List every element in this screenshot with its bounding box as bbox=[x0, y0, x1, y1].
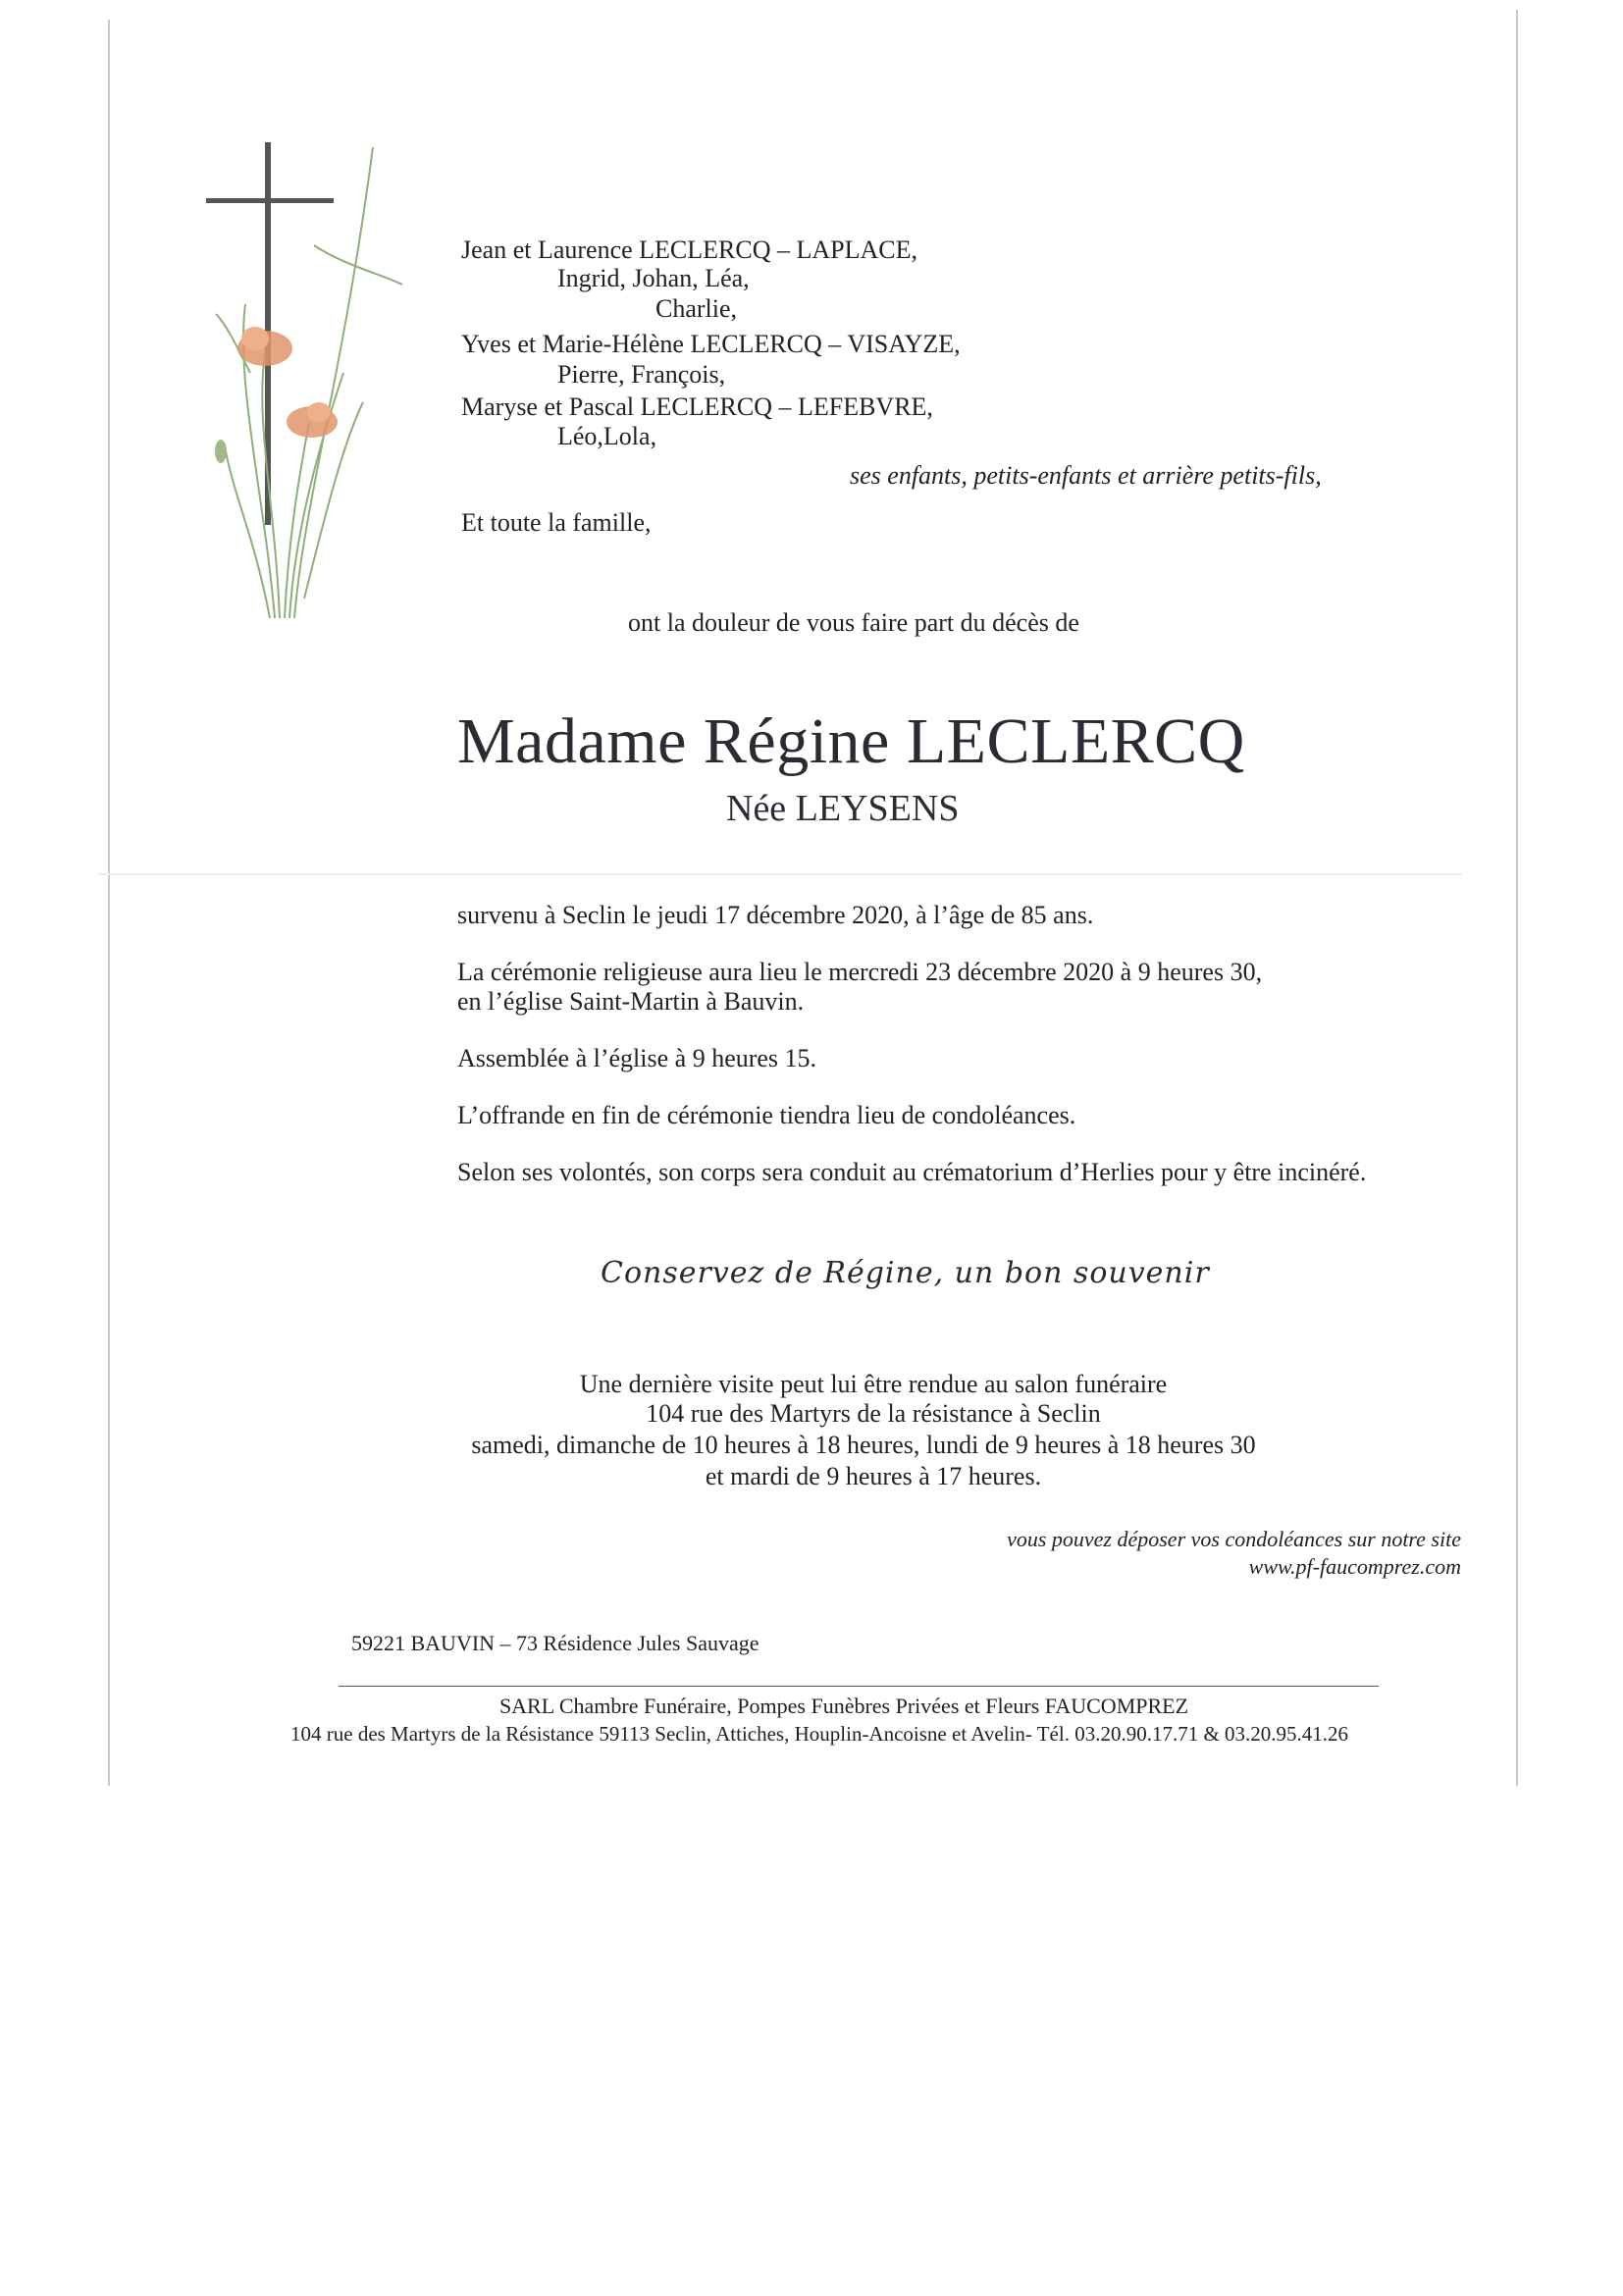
family-relation: ses enfants, petits-enfants et arrière petits-fils, bbox=[850, 461, 1322, 490]
ceremony-line-2: en l’église Saint-Martin à Bauvin. bbox=[457, 987, 805, 1016]
deceased-name: Madame Régine LECLERCQ bbox=[457, 705, 1245, 777]
offering-details: L’offrande en fin de cérémonie tiendra lieu de condoléances. bbox=[457, 1101, 1076, 1129]
family-line-3: Charlie, bbox=[655, 294, 738, 323]
funeral-website-link[interactable]: www.pf-faucomprez.com bbox=[1248, 1554, 1461, 1579]
left-page-edge bbox=[108, 20, 110, 1786]
announcement-text: ont la douleur de vous faire part du décès de bbox=[628, 608, 1079, 637]
family-line-5: Pierre, François, bbox=[557, 360, 726, 389]
family-address: 59221 BAUVIN – 73 Résidence Jules Sauvage bbox=[351, 1631, 759, 1655]
memory-message: Conservez de Régine, un bon souvenir bbox=[601, 1256, 1210, 1290]
poppy-flowers bbox=[215, 327, 338, 463]
family-line-2: Ingrid, Johan, Léa, bbox=[557, 264, 750, 292]
family-others: Et toute la famille, bbox=[461, 508, 652, 537]
online-condolences-text: vous pouvez déposer vos condoléances sur notre site bbox=[1007, 1527, 1461, 1551]
footer-company: SARL Chambre Funéraire, Pompes Funèbres Privées et Fleurs FAUCOMPREZ bbox=[498, 1694, 1189, 1718]
death-details: survenu à Seclin le jeudi 17 décembre 2020, à l’âge de 85 ans. bbox=[457, 901, 1094, 929]
visit-line-2: 104 rue des Martyrs de la résistance à Seclin bbox=[646, 1399, 1101, 1428]
assembly-details: Assemblée à l’église à 9 heures 15. bbox=[457, 1044, 817, 1072]
deceased-maiden-name: Née LEYSENS bbox=[726, 788, 960, 829]
family-line-7: Léo,Lola, bbox=[557, 422, 657, 450]
cremation-wishes: Selon ses volontés, son corps sera conduit au crématorium d’Herlies pour y être incinéré. bbox=[457, 1158, 1367, 1186]
visit-line-1: Une dernière visite peut lui être rendue au salon funéraire bbox=[579, 1370, 1168, 1398]
family-line-6: Maryse et Pascal LECLERCQ – LEFEBVRE, bbox=[461, 392, 933, 421]
ceremony-line-1: La cérémonie religieuse aura lieu le mercredi 23 décembre 2020 à 9 heures 30, bbox=[457, 958, 1263, 986]
footer-divider bbox=[339, 1686, 1379, 1687]
family-line-4: Yves et Marie-Hélène LECLERCQ – VISAYZE, bbox=[461, 330, 961, 358]
fold-line bbox=[98, 873, 1462, 875]
visit-line-3: samedi, dimanche de 10 heures à 18 heures, lundi de 9 heures à 18 heures 30 bbox=[471, 1431, 1256, 1459]
poppy-illustration bbox=[216, 147, 402, 618]
visit-line-4: et mardi de 9 heures à 17 heures. bbox=[705, 1462, 1042, 1490]
cross-poppy-illustration bbox=[196, 128, 412, 638]
family-line-1: Jean et Laurence LECLERCQ – LAPLACE, bbox=[461, 235, 917, 264]
right-page-edge bbox=[1516, 10, 1518, 1786]
footer-contact: 104 rue des Martyrs de la Résistance 59113 Seclin, Attiches, Houplin-Ancoisne et Avelin- Tél. 03.20.90.17.71 & 03.20.95.41.26 bbox=[290, 1722, 1349, 1746]
